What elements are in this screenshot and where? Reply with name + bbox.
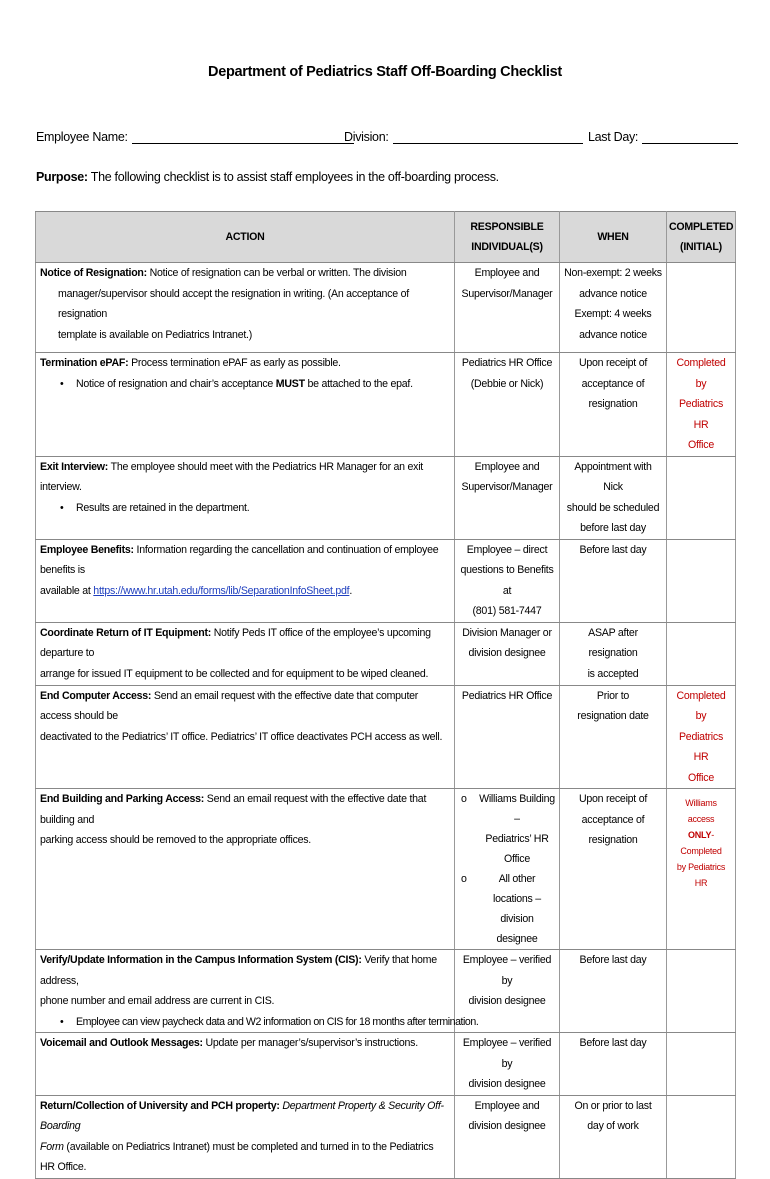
action-cell (36, 622, 455, 685)
form-name: Department Property & Security Off-Boarding (40, 1099, 444, 1132)
action-bullet (40, 374, 450, 395)
separation-info-link[interactable]: https://www.hr.utah.edu/forms/lib/SeparationInfoSheet.pdf (93, 584, 350, 597)
action-cell (36, 1033, 455, 1096)
when-cell (560, 456, 667, 539)
action-title: Coordinate Return of IT Equipment: (40, 626, 211, 639)
when-cell (560, 1095, 667, 1178)
completed-emphasis: ONLY (688, 830, 712, 840)
completed-note: Pediatrics HR (678, 398, 723, 431)
action-title: Notice of Resignation: (40, 267, 147, 279)
employee-name-label: Employee Name: (36, 130, 128, 144)
table-row (36, 353, 736, 457)
completed-cell[interactable] (667, 456, 736, 539)
responsible-text: Division Manager or (462, 626, 552, 639)
responsible-text: Employee – direct (466, 543, 548, 556)
action-text: Process termination ePAF as early as possible. (131, 357, 341, 369)
responsible-text: (801) 581-7447 (472, 605, 542, 617)
responsible-cell (455, 622, 560, 685)
header-completed (667, 212, 736, 263)
when-text: ASAP after resignation (588, 626, 638, 659)
when-text: Upon receipt of (578, 357, 648, 369)
last-day-field[interactable] (588, 130, 738, 144)
responsible-text: All other locations – (493, 873, 541, 905)
when-cell (560, 263, 667, 353)
action-text: template is available on Pediatrics Intranet.) (58, 328, 253, 341)
bullet-text: be attached to the epaf. (304, 377, 413, 390)
table-row (36, 789, 736, 950)
action-text: phone number and email address are current in CIS. (40, 995, 275, 1007)
action-cell (36, 685, 455, 789)
when-text: acceptance of (581, 813, 645, 826)
responsible-text: (Debbie or Nick) (470, 377, 544, 390)
bullet-text: • Results are retained in the department. (76, 501, 250, 514)
action-text: parking access should be removed to the appropriate offices. (40, 834, 312, 846)
circle-bullet-icon: o (461, 793, 467, 805)
action-text: The employee should meet with the Pediatrics HR Manager for an exit interview. (40, 460, 424, 493)
action-text: Update per manager’s/supervisor’s instructions. (205, 1037, 418, 1049)
action-title: End Computer Access: (40, 689, 152, 702)
action-text: Verify that home address, (40, 954, 437, 987)
table-row (36, 456, 736, 539)
responsible-cell (455, 1095, 560, 1178)
when-text: before last day (580, 522, 646, 534)
completed-note: Completed by (676, 689, 726, 722)
completed-note: Pediatrics HR (678, 730, 723, 763)
action-text: manager/supervisor should accept the resignation in writing. (An acceptance of resignation (58, 287, 409, 320)
action-title: Verify/Update Information in the Campus Information System (CIS): (40, 954, 362, 966)
action-cell (36, 1095, 455, 1178)
responsible-text: division designee (468, 1120, 546, 1132)
employee-info-fields (36, 130, 736, 150)
when-text: resignation date (577, 710, 649, 722)
when-text: should be scheduled (566, 501, 660, 514)
action-cell (36, 456, 455, 539)
completed-note: Williams access (685, 798, 717, 824)
responsible-cell (455, 353, 560, 457)
responsible-cell (455, 789, 560, 950)
action-text: Information regarding the cancellation and continuation of employee benefits is (40, 543, 439, 576)
action-cell (36, 789, 455, 950)
offboarding-checklist-table (35, 211, 736, 1179)
when-cell (560, 539, 667, 622)
responsible-text: questions to Benefits at (460, 564, 554, 597)
responsible-cell (455, 263, 560, 353)
header-completed-line-1: COMPLETED (669, 221, 734, 233)
action-text: (available on Pediatrics Intranet) must be completed and turned in to the Pediatrics HR Office. (40, 1140, 434, 1173)
division-label: Division: (344, 130, 389, 144)
responsible-text: Supervisor/Manager (461, 481, 553, 493)
responsible-text: division designee (468, 1078, 546, 1090)
responsible-text: Pediatrics HR Office (461, 689, 553, 702)
circle-bullet-icon: o (461, 873, 467, 885)
form-name: Form (40, 1140, 64, 1153)
action-text: deactivated to the Pediatrics’ IT office. Pediatrics’ IT office deactivates PCH access as well. (40, 730, 443, 743)
action-title: Termination ePAF: (40, 357, 129, 369)
employee-name-field[interactable] (36, 130, 354, 144)
action-text: arrange for issued IT equipment to be collected and for equipment to be wiped cleaned. (40, 667, 429, 680)
action-text: Send an email request with the effective date that building and (40, 793, 427, 826)
completed-cell[interactable] (667, 353, 736, 457)
completed-note: by Pediatrics HR (676, 862, 726, 888)
header-responsible-line-1: RESPONSIBLE (470, 221, 544, 233)
action-text: available at (40, 584, 94, 597)
completed-note: Completed by (676, 357, 726, 390)
when-text: day of work (587, 1120, 639, 1132)
when-text: On or prior to last (574, 1099, 652, 1112)
when-cell (560, 353, 667, 457)
when-text: Prior to (596, 689, 630, 702)
responsible-option (459, 789, 555, 869)
action-title: Return/Collection of University and PCH property: (40, 1099, 280, 1112)
responsible-text: Williams Building – (479, 793, 555, 825)
action-bullet (40, 1012, 479, 1033)
action-title: End Building and Parking Access: (40, 793, 205, 805)
action-title: Voicemail and Outlook Messages: (40, 1037, 203, 1049)
when-cell (560, 950, 667, 1033)
table-header-row (36, 212, 736, 263)
responsible-cell (455, 539, 560, 622)
when-cell (560, 789, 667, 950)
table-row (36, 1033, 736, 1096)
action-bullet (40, 498, 450, 519)
table-row (36, 950, 736, 1033)
action-text: Send an email request with the effective date that computer access should be (40, 689, 419, 722)
action-text: . (349, 584, 353, 597)
responsible-text: Employee and (474, 1099, 540, 1112)
last-day-label: Last Day: (588, 130, 639, 144)
header-responsible (455, 212, 560, 263)
completed-cell[interactable] (667, 1033, 736, 1096)
table-row (36, 539, 736, 622)
completed-cell[interactable] (667, 685, 736, 789)
action-title: Exit Interview: (40, 460, 109, 473)
when-text: resignation (588, 834, 638, 846)
action-text: Notice of resignation can be verbal or written. The division (149, 267, 407, 279)
table-row (36, 263, 736, 353)
when-text: advance notice (579, 287, 647, 300)
responsible-text: division designee (496, 913, 538, 945)
table-row (36, 1095, 736, 1178)
completed-note: Office (688, 771, 714, 784)
action-cell (36, 950, 479, 1033)
responsible-text: Supervisor/Manager (461, 287, 553, 300)
division-line[interactable] (393, 130, 583, 144)
responsible-text: Employee – verified by (462, 1037, 552, 1070)
when-text: Non-exempt: 2 weeks (564, 267, 662, 279)
completed-note: -Completed (680, 830, 722, 856)
when-text: Before last day (579, 1037, 647, 1049)
when-text: resignation (588, 398, 638, 410)
when-text: Upon receipt of (578, 793, 648, 805)
responsible-text: division designee (468, 995, 546, 1007)
header-responsible-line-2: INDIVIDUAL(S) (471, 241, 543, 253)
action-cell (36, 539, 455, 622)
responsible-cell (455, 1033, 560, 1096)
page-title: Department of Pediatrics Staff Off-Boarding Checklist (208, 64, 562, 80)
responsible-option (459, 869, 555, 949)
completed-cell[interactable] (667, 263, 736, 353)
when-text: Before last day (579, 543, 647, 556)
table-row (36, 685, 736, 789)
purpose-statement (36, 170, 499, 184)
purpose-text: The following checklist is to assist staff employees in the off-boarding process. (90, 170, 499, 184)
responsible-text: Employee and (474, 460, 540, 473)
when-cell (560, 685, 667, 789)
action-cell (36, 353, 455, 457)
responsible-text: Pediatrics HR Office (461, 357, 553, 369)
bullet-text: Notice of resignation and chair’s acceptance (76, 377, 276, 390)
completed-cell[interactable] (667, 1095, 736, 1178)
division-field[interactable] (344, 130, 583, 144)
completed-cell[interactable] (667, 622, 736, 685)
completed-cell[interactable] (667, 539, 736, 622)
completed-cell[interactable] (667, 789, 736, 950)
action-cell (36, 263, 455, 353)
employee-name-line[interactable] (132, 130, 354, 144)
action-text: Notify Peds IT office of the employee’s upcoming departure to (40, 626, 431, 659)
header-when: WHEN (560, 212, 667, 263)
responsible-text: Employee and (474, 267, 540, 279)
responsible-cell (455, 456, 560, 539)
last-day-line[interactable] (642, 130, 738, 144)
when-text: is accepted (587, 667, 639, 680)
when-text: Before last day (579, 954, 647, 966)
header-action: ACTION (36, 212, 455, 263)
purpose-label: Purpose: (36, 170, 88, 184)
when-text: advance notice (579, 328, 647, 341)
responsible-text: Employee – verified by (462, 954, 552, 987)
when-text: acceptance of (581, 377, 645, 390)
responsible-text: Pediatrics’ HR Office (485, 833, 549, 865)
when-text: Exempt: 4 weeks (574, 308, 652, 320)
completed-note: Office (688, 439, 714, 451)
bullet-emphasis: MUST (275, 377, 305, 390)
completed-cell[interactable] (667, 950, 736, 1033)
bullet-text: • Employee can view paycheck data and W2 information on CIS for 18 months after termination. (76, 1015, 479, 1028)
header-completed-line-2: (INITIAL) (680, 241, 722, 253)
when-cell (560, 622, 667, 685)
responsible-cell (455, 685, 560, 789)
when-text: Appointment with Nick (574, 460, 652, 493)
action-title: Employee Benefits: (40, 543, 134, 556)
when-cell (560, 1033, 667, 1096)
responsible-text: division designee (468, 647, 546, 659)
table-row (36, 622, 736, 685)
